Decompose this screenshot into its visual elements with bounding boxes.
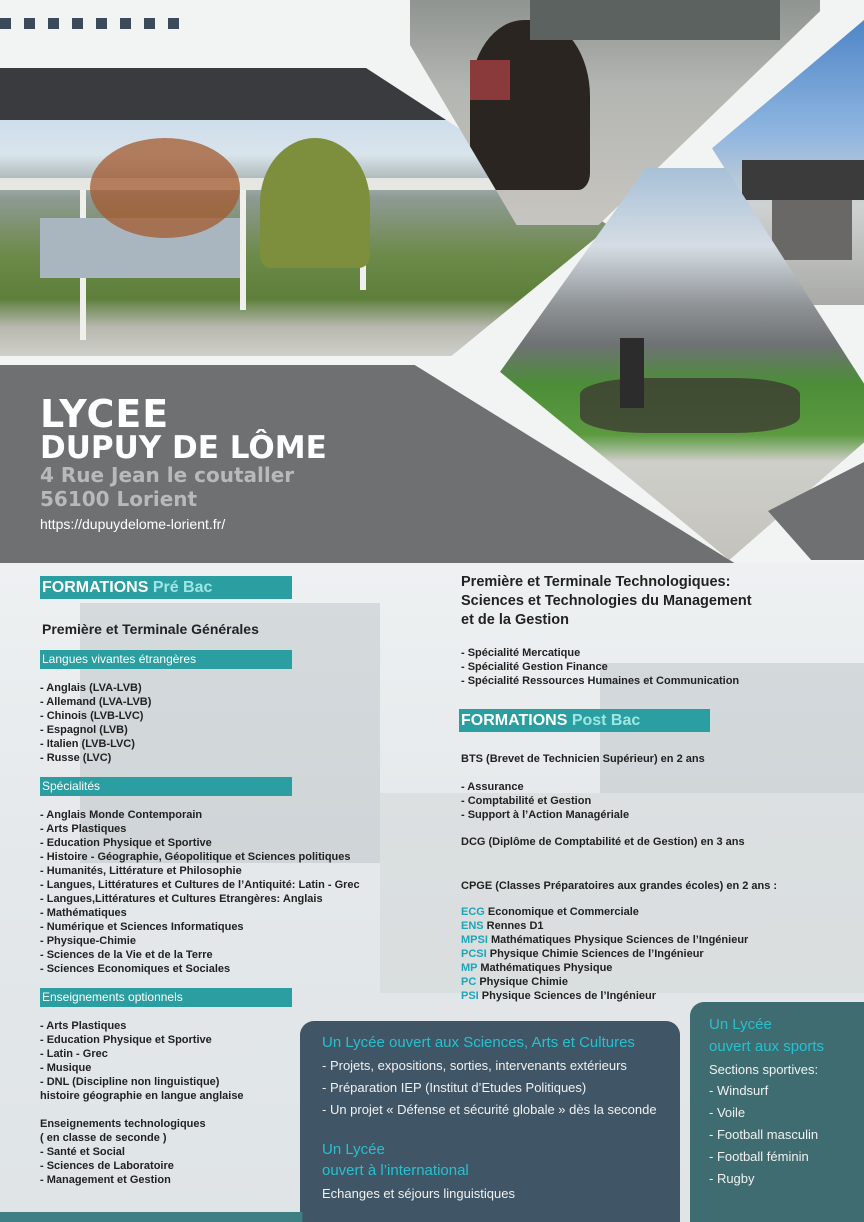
list-item: - Russe (LVC): [40, 752, 112, 764]
specialites-list: [40, 808, 360, 976]
school-title-line1: LYCEE: [40, 392, 170, 436]
list-item: [461, 919, 748, 933]
options-heading: Enseignements optionnels: [40, 988, 292, 1007]
stmg-title-line2: Sciences et Technologies du Management: [461, 593, 752, 609]
techno-subheading: ( en classe de seconde ): [40, 1132, 167, 1144]
specialites-heading: Spécialités: [40, 777, 292, 796]
options-list: [40, 1019, 244, 1103]
cpge-acronym: MP: [461, 962, 478, 974]
list-item: - Anglais (LVA-LVB): [40, 682, 142, 694]
general-title: Première et Terminale Générales: [42, 621, 259, 637]
school-website-link[interactable]: https://dupuydelome-lorient.fr/: [40, 516, 226, 532]
list-item: [461, 905, 748, 919]
sports-item: - Rugby: [709, 1171, 755, 1186]
cpge-acronym: ENS: [461, 920, 484, 932]
address-street: 4 Rue Jean le coutaller: [40, 463, 295, 487]
list-item: [461, 933, 748, 947]
cpge-acronym: PSI: [461, 990, 479, 1002]
prebac-heading: [40, 576, 292, 599]
culture-item: - Un projet « Défense et sécurité globale » dès la seconde: [322, 1102, 657, 1117]
postbac-heading: [459, 709, 710, 732]
list-item: - Management et Gestion: [40, 1174, 171, 1186]
stmg-title-line1: Première et Terminale Technologiques:: [461, 574, 731, 590]
dcg-title: DCG (Diplôme de Comptabilité et de Gestion) en 3 ans: [461, 836, 745, 848]
sports-item: - Voile: [709, 1105, 746, 1120]
intl-title-line1: Un Lycée: [322, 1141, 385, 1158]
list-item: - Support à l’Action Managériale: [461, 809, 630, 821]
list-item: - Sciences Economiques et Sociales: [40, 963, 231, 975]
cpge-label: Physique Chimie: [476, 976, 568, 988]
stmg-list: [461, 646, 739, 688]
list-item: - Arts Plastiques: [40, 823, 127, 835]
list-item: - Assurance: [461, 781, 524, 793]
techno-list: [40, 1117, 206, 1187]
cpge-label: Mathématiques Physique: [477, 962, 613, 974]
cpge-list: [461, 905, 748, 1003]
bts-list: [461, 780, 629, 822]
list-item: - DNL (Discipline non linguistique): [40, 1076, 220, 1088]
list-item: - Mathématiques: [40, 907, 127, 919]
list-item: - Arts Plastiques: [40, 1020, 127, 1032]
list-item: - Sciences de Laboratoire: [40, 1160, 174, 1172]
cpge-label: Mathématiques Physique Sciences de l’Ingénieur: [487, 934, 749, 946]
sports-subtitle: Sections sportives:: [709, 1062, 819, 1077]
list-item: - Humanités, Littérature et Philosophie: [40, 865, 242, 877]
list-item: - Numérique et Sciences Informatiques: [40, 921, 244, 933]
sports-item: - Windsurf: [709, 1083, 769, 1098]
list-item: histoire géographie en langue anglaise: [40, 1090, 244, 1102]
list-item: - Histoire - Géographie, Géopolitique et Sciences politiques: [40, 851, 351, 863]
list-item: - Sciences de la Vie et de la Terre: [40, 949, 213, 961]
culture-box-title: Un Lycée ouvert aux Sciences, Arts et Cultures: [322, 1034, 635, 1051]
culture-item: - Projets, expositions, sorties, intervenants extérieurs: [322, 1058, 627, 1073]
list-item: [461, 961, 748, 975]
cpge-acronym: PCSI: [461, 948, 487, 960]
langues-heading: Langues vivantes étrangères: [40, 650, 292, 669]
cpge-title: CPGE (Classes Préparatoires aux grandes écoles) en 2 ans :: [461, 880, 778, 892]
list-item: - Anglais Monde Contemporain: [40, 809, 203, 821]
stmg-title: [461, 573, 752, 630]
list-item: - Education Physique et Sportive: [40, 837, 212, 849]
prebac-heading-main: FORMATIONS: [42, 579, 149, 596]
techno-heading: Enseignements technologiques: [40, 1118, 206, 1130]
sports-title-line2: ouvert aux sports: [709, 1038, 825, 1055]
list-item: - Spécialité Gestion Finance: [461, 661, 608, 673]
culture-item: - Préparation IEP (Institut d’Etudes Politiques): [322, 1080, 587, 1095]
langues-list: [40, 681, 151, 765]
list-item: - Latin - Grec: [40, 1048, 108, 1060]
list-item: [461, 947, 748, 961]
list-item: - Espagnol (LVB): [40, 724, 128, 736]
sports-item: - Football féminin: [709, 1149, 809, 1164]
cpge-label: Physique Chimie Sciences de l’Ingénieur: [486, 948, 704, 960]
intl-text: Echanges et séjours linguistiques: [322, 1186, 515, 1201]
list-item: - Spécialité Mercatique: [461, 647, 581, 659]
list-item: - Spécialité Ressources Humaines et Communication: [461, 675, 740, 687]
cpge-label: Rennes D1: [483, 920, 544, 932]
intl-title-line2: ouvert à l’international: [322, 1162, 469, 1179]
sports-item: - Football masculin: [709, 1127, 819, 1142]
list-item: - Langues, Littératures et Cultures de l’Antiquité: Latin - Grec: [40, 879, 360, 891]
cpge-acronym: PC: [461, 976, 477, 988]
list-item: - Chinois (LVB-LVC): [40, 710, 144, 722]
postbac-heading-main: FORMATIONS: [461, 712, 568, 729]
sports-title-line1: Un Lycée: [709, 1016, 772, 1033]
bts-title: BTS (Brevet de Technicien Supérieur) en 2 ans: [461, 753, 705, 765]
list-item: - Musique: [40, 1062, 92, 1074]
list-item: [461, 975, 748, 989]
list-item: - Santé et Social: [40, 1146, 125, 1158]
prebac-heading-sub: Pré Bac: [152, 579, 213, 596]
list-item: - Langues,Littératures et Cultures Etrangères: Anglais: [40, 893, 323, 905]
cpge-acronym: MPSI: [461, 934, 488, 946]
list-item: - Italien (LVB-LVC): [40, 738, 135, 750]
list-item: [461, 989, 748, 1003]
list-item: - Physique-Chimie: [40, 935, 136, 947]
stmg-title-line3: et de la Gestion: [461, 612, 569, 628]
school-title-line2: DUPUY DE LÔME: [40, 430, 327, 466]
cpge-acronym: ECG: [461, 906, 485, 918]
list-item: - Comptabilité et Gestion: [461, 795, 592, 807]
cpge-label: Economique et Commerciale: [484, 906, 639, 918]
cpge-label: Physique Sciences de l’Ingénieur: [478, 990, 657, 1002]
address-city: 56100 Lorient: [40, 487, 198, 511]
list-item: - Allemand (LVA-LVB): [40, 696, 152, 708]
postbac-heading-sub: Post Bac: [571, 712, 641, 729]
list-item: - Education Physique et Sportive: [40, 1034, 212, 1046]
